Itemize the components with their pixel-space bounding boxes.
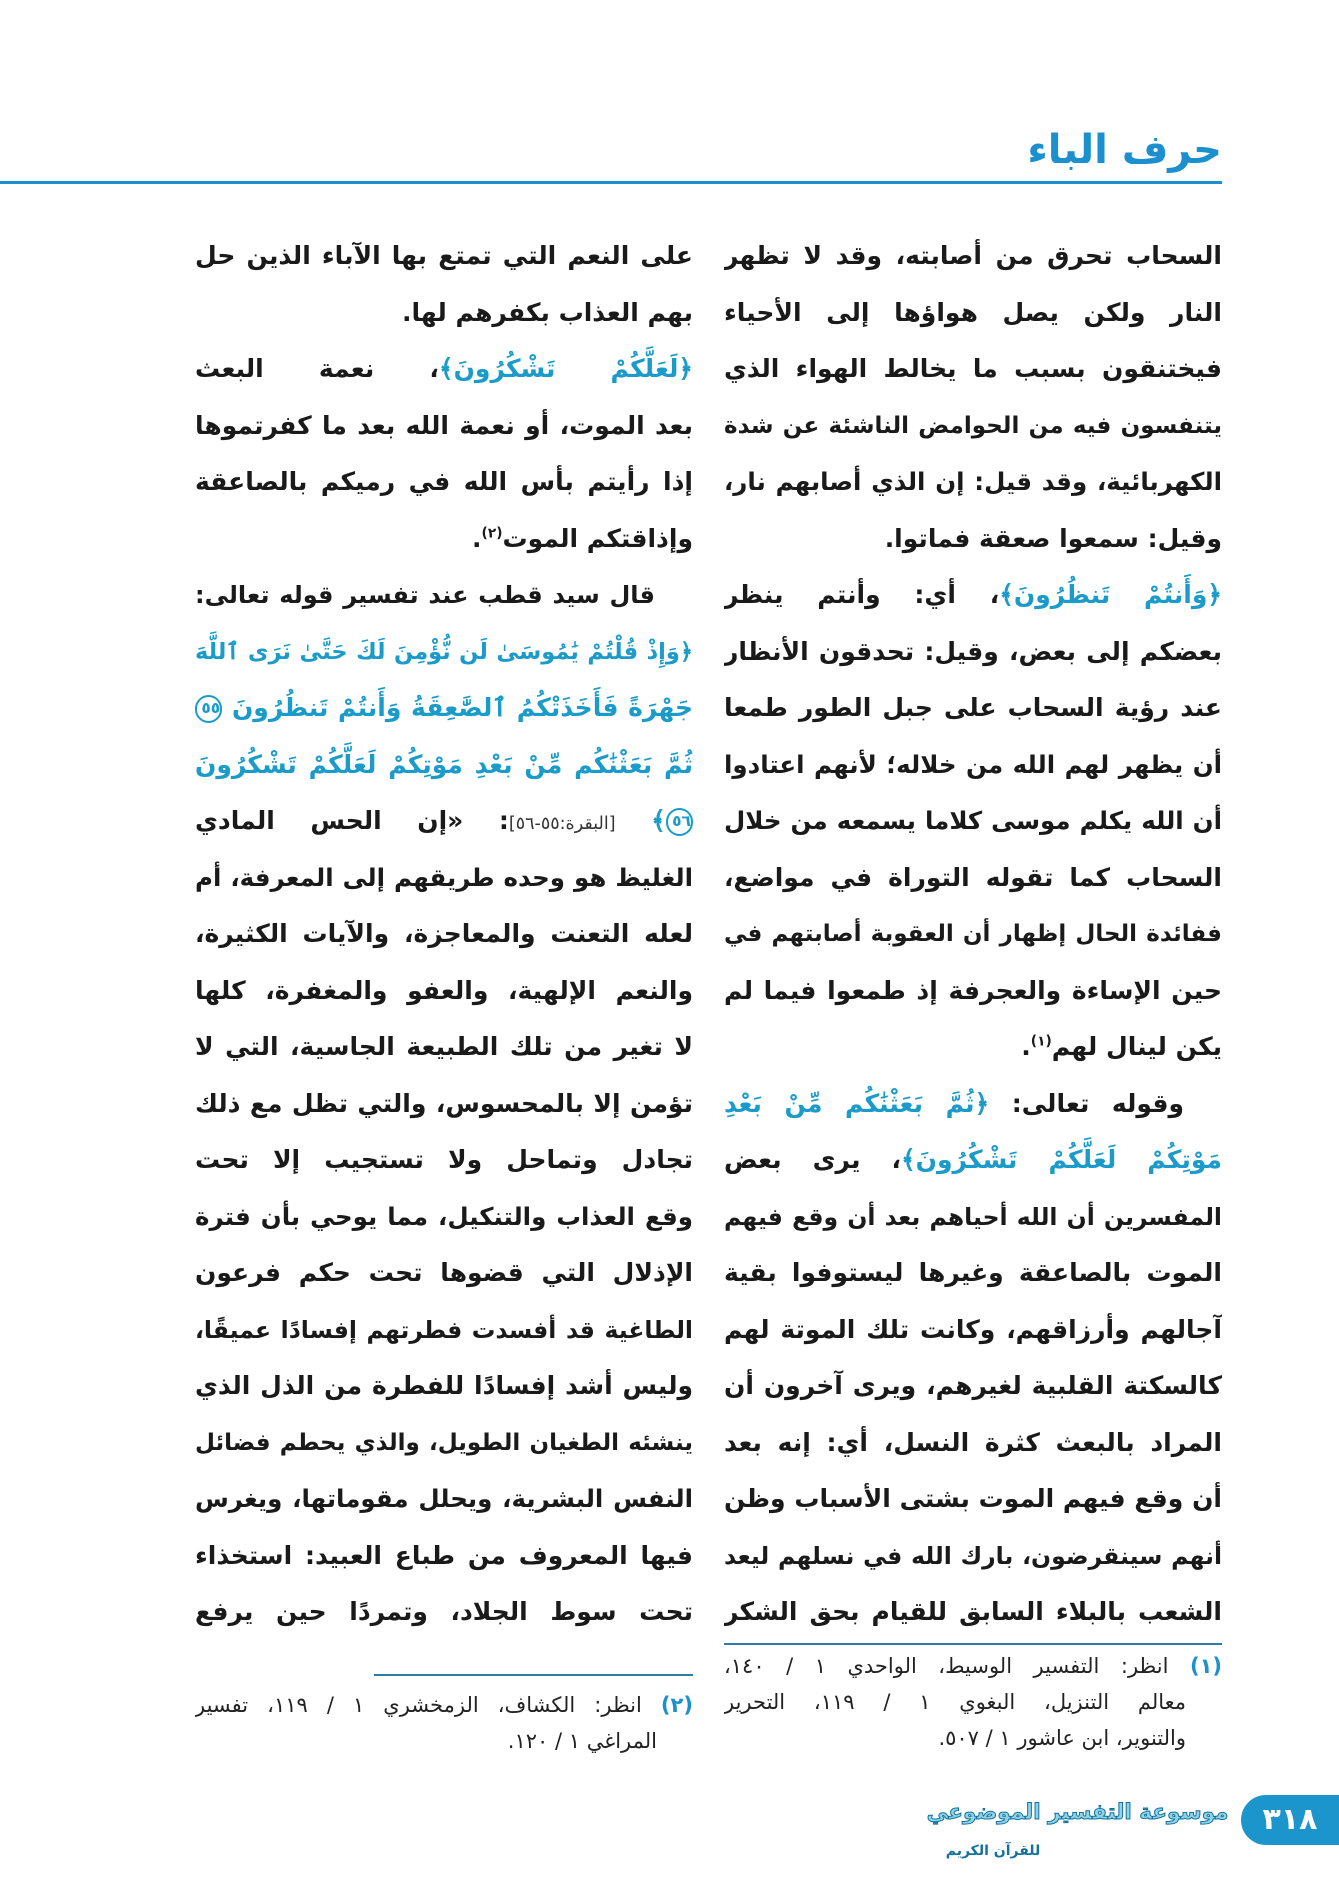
body-line: أنهم سينقرضون، بارك الله في نسلهم ليعد bbox=[724, 1541, 1222, 1570]
header-rule bbox=[0, 181, 1222, 184]
body-line: بعضكم إلى بعض، وقيل: تحدقون الأنظار bbox=[724, 636, 1222, 666]
body-line: على النعم التي تمتع بها الآباء الذين حل bbox=[195, 241, 693, 270]
footnote-line bbox=[195, 1687, 693, 1723]
quran-verse-line: ثُمَّ بَعَثْنَٰكُم مِّنْ بَعْدِ مَوْتِكُمْ لَعَلَّكُمْ تَشْكُرُونَ bbox=[195, 749, 693, 779]
body-line: أن وقع فيهم الموت بشتى الأسباب وظن bbox=[724, 1484, 1222, 1513]
body-line: والنعم الإلهية، والعفو والمغفرة، كلها bbox=[195, 975, 693, 1005]
body-line: الشعب بالبلاء السابق للقيام بحق الشكر bbox=[724, 1597, 1222, 1626]
left-column bbox=[195, 228, 693, 1641]
body-line: وقع العذاب والتنكيل، مما يوحي بأن فترة bbox=[195, 1201, 693, 1231]
body-line: وليس أشد إفسادًا للفطرة من الذل الذي bbox=[195, 1371, 693, 1400]
quran-verse: ﴿ثُمَّ بَعَثْنَٰكُم مِّنْ بَعْدِ bbox=[724, 1088, 990, 1118]
footnote-number: (١) bbox=[1189, 1654, 1222, 1678]
footnote-line: المراغي ١ / ١٢٠. bbox=[507, 1729, 657, 1753]
body-line: بهم العذاب بكفرهم لها. bbox=[402, 297, 693, 327]
line-text: : «إن الحس المادي bbox=[195, 806, 509, 835]
body-line: السحاب تحرق من أصابته، وقد لا تظهر bbox=[724, 241, 1222, 270]
body-line: أن يظهر لهم الله من خلاله؛ لأنهم اعتادوا bbox=[724, 749, 1222, 779]
footnotes-right bbox=[724, 1648, 1222, 1756]
body-line: ينشئه الطغيان الطويل، والذي يحطم فضائل bbox=[195, 1429, 693, 1456]
body-line bbox=[724, 1076, 1222, 1133]
body-line bbox=[724, 567, 1222, 624]
quran-verse-close: ﴾ bbox=[651, 806, 666, 835]
body-line: عند رؤية السحاب على جبل الطور طمعا bbox=[724, 693, 1222, 722]
body-line: الكهربائية، وقد قيل: إن الذي أصابهم نار، bbox=[724, 467, 1222, 496]
logo-title: موسوعة التفسير الموضوعي bbox=[926, 1800, 1229, 1825]
footnote-line bbox=[724, 1648, 1222, 1684]
body-line: فيها المعروف من طباع العبيد: استخذاء bbox=[195, 1540, 693, 1570]
verse-number-marker: ٥٥ bbox=[195, 695, 222, 722]
body-line: فيختنقون بسبب ما يخالط الهواء الذي bbox=[724, 354, 1222, 383]
encyclopedia-logo bbox=[925, 1788, 1230, 1864]
footnotes-left bbox=[195, 1687, 693, 1759]
page-number: ٣١٨ bbox=[1241, 1795, 1339, 1845]
body-line: بعد الموت، أو نعمة الله بعد ما كفرتموها bbox=[195, 410, 693, 440]
body-line: قال سيد قطب عند تفسير قوله تعالى: bbox=[195, 581, 655, 609]
body-line: حين الإساءة والعجرفة إذ طمعوا فيما لم bbox=[724, 975, 1222, 1005]
body-line: المفسرين أن الله أحياهم بعد أن وقع فيهم bbox=[724, 1202, 1222, 1231]
quran-verse: ﴿لَعَلَّكُمْ تَشْكُرُونَ﴾ bbox=[438, 354, 693, 383]
quran-verse-line bbox=[195, 680, 693, 737]
footnote-separator bbox=[724, 1643, 1222, 1645]
footnote-separator bbox=[374, 1674, 693, 1676]
line-text: ، أي: وأنتم ينظر bbox=[724, 580, 1000, 609]
body-line: الطاغية قد أفسدت فطرتهم إفسادًا عميقًا، bbox=[195, 1315, 693, 1344]
body-line: الإذلال التي قضوها تحت حكم فرعون bbox=[195, 1258, 693, 1287]
body-line: المراد بالبعث كثرة النسل، أي: إنه بعد bbox=[724, 1427, 1222, 1457]
body-line: آجالهم وأرزاقهم، وكانت تلك الموتة لهم bbox=[724, 1314, 1222, 1344]
line-text: ، يرى بعض bbox=[724, 1145, 901, 1174]
body-line bbox=[724, 1019, 1222, 1076]
body-line: لعله التعنت والمعاجزة، والآيات الكثيرة، bbox=[195, 919, 693, 948]
right-column bbox=[724, 228, 1222, 1641]
body-line bbox=[195, 793, 693, 850]
quran-verse-line: ﴿وَإِذْ قُلْتُمْ يَٰمُوسَىٰ لَن نُّؤْمِنَ لَكَ حَتَّىٰ نَرَى ٱللَّهَ bbox=[195, 638, 693, 665]
quran-verse: مَوْتِكُمْ لَعَلَّكُمْ تَشْكُرُونَ﴾ bbox=[900, 1145, 1222, 1174]
line-text: ، نعمة البعث bbox=[195, 354, 439, 383]
footnote-ref: (٢) bbox=[481, 525, 503, 542]
chapter-title: حرف الباء bbox=[1027, 127, 1222, 173]
body-line: يتنفسون فيه من الحوامض الناشئة عن شدة bbox=[724, 412, 1222, 439]
body-line: الغليظ هو وحده طريقهم إلى المعرفة، أم bbox=[195, 862, 693, 892]
footnote-text: انظر: الكشاف، الزمخشري ١ / ١١٩، تفسير bbox=[195, 1693, 642, 1717]
quran-verse: ﴿وَأَنتُمْ تَنظُرُونَ﴾ bbox=[999, 580, 1222, 609]
body-line: كالسكتة القلبية لغيرهم، ويرى آخرون أن bbox=[724, 1371, 1222, 1400]
footnote-ref: (١) bbox=[1030, 1033, 1052, 1050]
body-line: لا تغير من تلك الطبيعة الجاسية، التي لا bbox=[195, 1032, 693, 1061]
line-text: . bbox=[1021, 1032, 1031, 1061]
logo-subtitle: للقرآن الكريم bbox=[945, 1843, 1041, 1859]
body-line: أن الله يكلم موسى كلاما يسمعه من خلال bbox=[724, 806, 1222, 835]
body-line: الموت بالصاعقة وغيرها ليستوفوا بقية bbox=[724, 1258, 1222, 1287]
line-text: وإذاقتكم الموت bbox=[502, 523, 693, 553]
surah-reference: [البقرة:٥٥-٥٦] bbox=[508, 814, 616, 834]
footnote-text: انظر: التفسير الوسيط، الواحدي ١ / ١٤٠، bbox=[724, 1654, 1169, 1678]
body-line: تؤمن إلا بالمحسوس، والتي تظل مع ذلك bbox=[195, 1088, 693, 1118]
body-line: تجادل وتماحل ولا تستجيب إلا تحت bbox=[195, 1145, 693, 1174]
body-line: النفس البشرية، ويحلل مقوماتها، ويغرس bbox=[195, 1484, 693, 1513]
body-line: ففائدة الحال إظهار أن العقوبة أصابتهم في bbox=[724, 921, 1222, 947]
body-line bbox=[724, 1132, 1222, 1189]
body-line: النار ولكن يصل هواؤها إلى الأحياء bbox=[724, 297, 1222, 327]
footnote-number: (٢) bbox=[660, 1693, 693, 1717]
line-text: يكن لينال لهم bbox=[1051, 1032, 1222, 1061]
body-line: وقيل: سمعوا صعقة فماتوا. bbox=[884, 523, 1222, 553]
footnote-line: معالم التنزيل، البغوي ١ / ١١٩، التحرير bbox=[724, 1690, 1186, 1714]
quran-verse: جَهْرَةً فَأَخَذَتْكُمُ ٱلصَّٰعِقَةُ وَأَنتُمْ تَنظُرُونَ bbox=[231, 693, 693, 722]
line-text: . bbox=[472, 523, 482, 553]
body-line: إذا رأيتم بأس الله في رميكم بالصاعقة bbox=[195, 467, 693, 496]
body-line bbox=[195, 341, 693, 398]
verse-number-marker: ٥٦ bbox=[666, 808, 693, 835]
body-line bbox=[195, 511, 693, 568]
footnote-line: والتنوير، ابن عاشور ١ / ٥٠٧. bbox=[938, 1726, 1186, 1750]
line-text: وقوله تعالى: bbox=[1011, 1088, 1184, 1118]
body-line: تحت سوط الجلاد، وتمردًا حين يرفع bbox=[195, 1597, 693, 1626]
body-line: السحاب كما تقوله التوراة في مواضع، bbox=[724, 862, 1222, 892]
